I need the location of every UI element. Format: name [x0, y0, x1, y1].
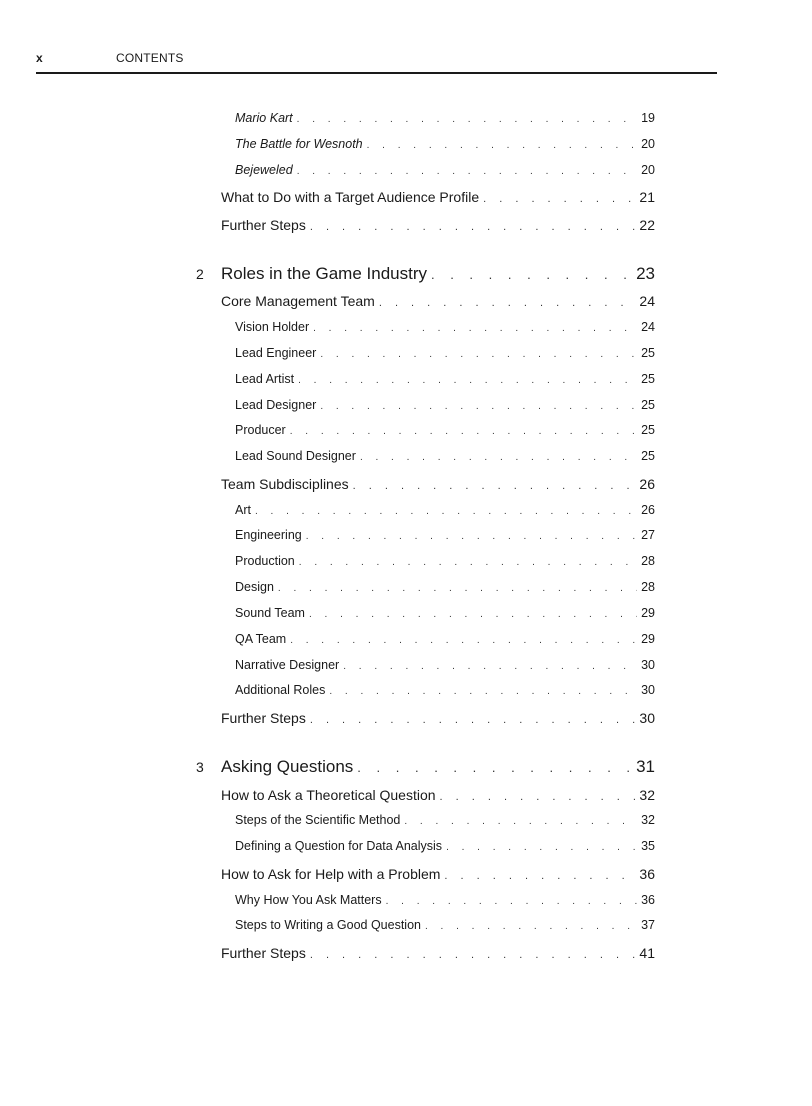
toc-entry-design[interactable] — [235, 580, 655, 594]
toc-entry-page: 25 — [641, 346, 655, 360]
toc-entry-production[interactable] — [235, 554, 655, 568]
toc-entry-page: 20 — [641, 163, 655, 177]
chapter-number: 2 — [196, 266, 204, 282]
toc-entry-label: Lead Designer — [235, 398, 317, 412]
dot-leader — [306, 531, 637, 542]
dot-leader — [310, 949, 636, 961]
toc-entry-page: 21 — [639, 189, 655, 205]
running-header — [36, 50, 717, 74]
toc-entry-page: 19 — [641, 111, 655, 125]
toc-entry-lead-engineer[interactable] — [235, 346, 655, 360]
toc-entry-page: 24 — [639, 293, 655, 309]
toc-entry-label: Engineering — [235, 528, 302, 542]
dot-leader — [360, 452, 637, 463]
toc-entry-label: Lead Artist — [235, 372, 295, 386]
dot-leader — [290, 635, 637, 646]
toc-entry-additional-roles[interactable] — [235, 683, 655, 697]
dot-leader — [299, 557, 637, 568]
toc-entry-page: 29 — [641, 632, 655, 646]
toc-entry-producer[interactable] — [235, 423, 655, 437]
dot-leader — [357, 760, 632, 775]
toc-entry-label: Additional Roles — [235, 683, 326, 697]
dot-leader — [310, 221, 636, 233]
toc-entry-label: Steps to Writing a Good Question — [235, 918, 421, 932]
toc-entry-page: 30 — [641, 658, 655, 672]
toc-entry-narrative-designer[interactable] — [235, 658, 655, 672]
toc-entry-label: Lead Engineer — [235, 346, 317, 360]
chapter-title: Roles in the Game Industry — [221, 264, 427, 283]
toc-entry-page: 25 — [641, 398, 655, 412]
toc-entry-label: Defining a Question for Data Analysis — [235, 839, 443, 853]
toc-entry-why-how-you-ask[interactable] — [235, 893, 655, 907]
toc-entry-qa-team[interactable] — [235, 632, 655, 646]
toc-entry-page: 41 — [639, 945, 655, 961]
running-title: CONTENTS — [116, 51, 184, 65]
toc-entry-team-subdisciplines[interactable] — [221, 476, 655, 492]
toc-entry-page: 28 — [641, 554, 655, 568]
chapter-number: 3 — [196, 759, 204, 775]
toc-entry-page: 20 — [641, 137, 655, 151]
toc-entry-good-question[interactable] — [235, 918, 655, 932]
toc-entry-label: Vision Holder — [235, 320, 310, 334]
dot-leader — [309, 609, 637, 620]
toc-entry-scientific-method[interactable] — [235, 813, 655, 827]
toc-entry-label: Bejeweled — [235, 163, 293, 177]
toc-chapter-3[interactable] — [196, 757, 655, 777]
toc-entry-further-steps-3[interactable] — [221, 945, 655, 961]
toc-entry-page: 24 — [641, 320, 655, 334]
dot-leader — [310, 714, 636, 726]
chapter-page: 31 — [636, 757, 655, 776]
dot-leader — [367, 140, 637, 151]
toc-entry-page: 26 — [641, 503, 655, 517]
dot-leader — [343, 661, 637, 672]
toc-entry-label: Further Steps — [221, 945, 306, 961]
dot-leader — [278, 583, 637, 594]
dot-leader — [353, 480, 636, 492]
toc-entry-lead-sound-designer[interactable] — [235, 449, 655, 463]
dot-leader — [440, 791, 636, 803]
toc-entry-label: Why How You Ask Matters — [235, 893, 382, 907]
toc-entry-label: What to Do with a Target Audience Profile — [221, 189, 480, 205]
dot-leader — [379, 297, 636, 309]
toc-entry-lead-designer[interactable] — [235, 398, 655, 412]
toc-entry-page: 30 — [639, 710, 655, 726]
toc-entry-art[interactable] — [235, 503, 655, 517]
dot-leader — [255, 506, 637, 517]
toc-entry-label: Lead Sound Designer — [235, 449, 356, 463]
chapter-page: 23 — [636, 264, 655, 283]
dot-leader — [313, 323, 637, 334]
dot-leader — [320, 349, 637, 360]
toc-entry-further-steps-1[interactable] — [221, 217, 655, 233]
toc-entry-lead-artist[interactable] — [235, 372, 655, 386]
toc-entry-label: Design — [235, 580, 274, 594]
toc-entry-label: How to Ask a Theoretical Question — [221, 787, 436, 803]
dot-leader — [446, 842, 637, 853]
dot-leader — [297, 114, 637, 125]
toc-entry-page: 36 — [639, 866, 655, 882]
toc-entry-page: 37 — [641, 918, 655, 932]
page-number: x — [36, 51, 43, 65]
dot-leader — [404, 816, 637, 827]
toc-entry-label: Steps of the Scientific Method — [235, 813, 401, 827]
toc-entry-label: Sound Team — [235, 606, 305, 620]
dot-leader — [298, 375, 637, 386]
toc-entry-vision-holder[interactable] — [235, 320, 655, 334]
dot-leader — [431, 267, 632, 282]
toc-entry-label: The Battle for Wesnoth — [235, 137, 363, 151]
toc-entry-theoretical-question[interactable] — [221, 787, 655, 803]
toc-chapter-2[interactable] — [196, 264, 655, 284]
dot-leader — [386, 896, 638, 907]
dot-leader — [483, 193, 635, 205]
dot-leader — [290, 426, 637, 437]
toc-entry-further-steps-2[interactable] — [221, 710, 655, 726]
toc-entry-label: Further Steps — [221, 217, 306, 233]
toc-entry-page: 35 — [641, 839, 655, 853]
dot-leader — [329, 686, 637, 697]
dot-leader — [444, 870, 635, 882]
toc-entry-page: 30 — [641, 683, 655, 697]
dot-leader — [320, 401, 637, 412]
toc-entry-label: Further Steps — [221, 710, 306, 726]
toc-entry-sound-team[interactable] — [235, 606, 655, 620]
toc-entry-page: 25 — [641, 372, 655, 386]
toc-entry-target-audience-profile[interactable] — [221, 189, 655, 205]
toc-entry-page: 32 — [639, 787, 655, 803]
toc-entry-battle-for-wesnoth[interactable] — [235, 137, 655, 151]
toc-entry-label: Narrative Designer — [235, 658, 340, 672]
toc-entry-label: How to Ask for Help with a Problem — [221, 866, 441, 882]
dot-leader — [425, 921, 637, 932]
toc-entry-page: 36 — [641, 893, 655, 907]
toc-entry-label: Mario Kart — [235, 111, 293, 125]
toc-entry-data-analysis-question[interactable] — [235, 839, 655, 853]
toc-entry-mario-kart[interactable] — [235, 111, 655, 125]
toc-entry-label: Production — [235, 554, 295, 568]
dot-leader — [297, 166, 637, 177]
toc-entry-label: Team Subdisciplines — [221, 476, 349, 492]
chapter-title: Asking Questions — [221, 757, 354, 776]
toc-entry-help-with-problem[interactable] — [221, 866, 655, 882]
toc-entry-page: 26 — [639, 476, 655, 492]
toc-entry-engineering[interactable] — [235, 528, 655, 542]
toc-entry-label: QA Team — [235, 632, 287, 646]
toc-entry-label: Art — [235, 503, 251, 517]
toc-entry-label: Core Management Team — [221, 293, 375, 309]
toc-entry-page: 25 — [641, 423, 655, 437]
toc-entry-page: 29 — [641, 606, 655, 620]
toc-entry-core-management-team[interactable] — [221, 293, 655, 309]
toc-entry-bejeweled[interactable] — [235, 163, 655, 177]
toc-entry-page: 25 — [641, 449, 655, 463]
toc-entry-page: 22 — [639, 217, 655, 233]
toc-entry-page: 32 — [641, 813, 655, 827]
toc-entry-page: 28 — [641, 580, 655, 594]
toc-entry-page: 27 — [641, 528, 655, 542]
toc-entry-label: Producer — [235, 423, 286, 437]
